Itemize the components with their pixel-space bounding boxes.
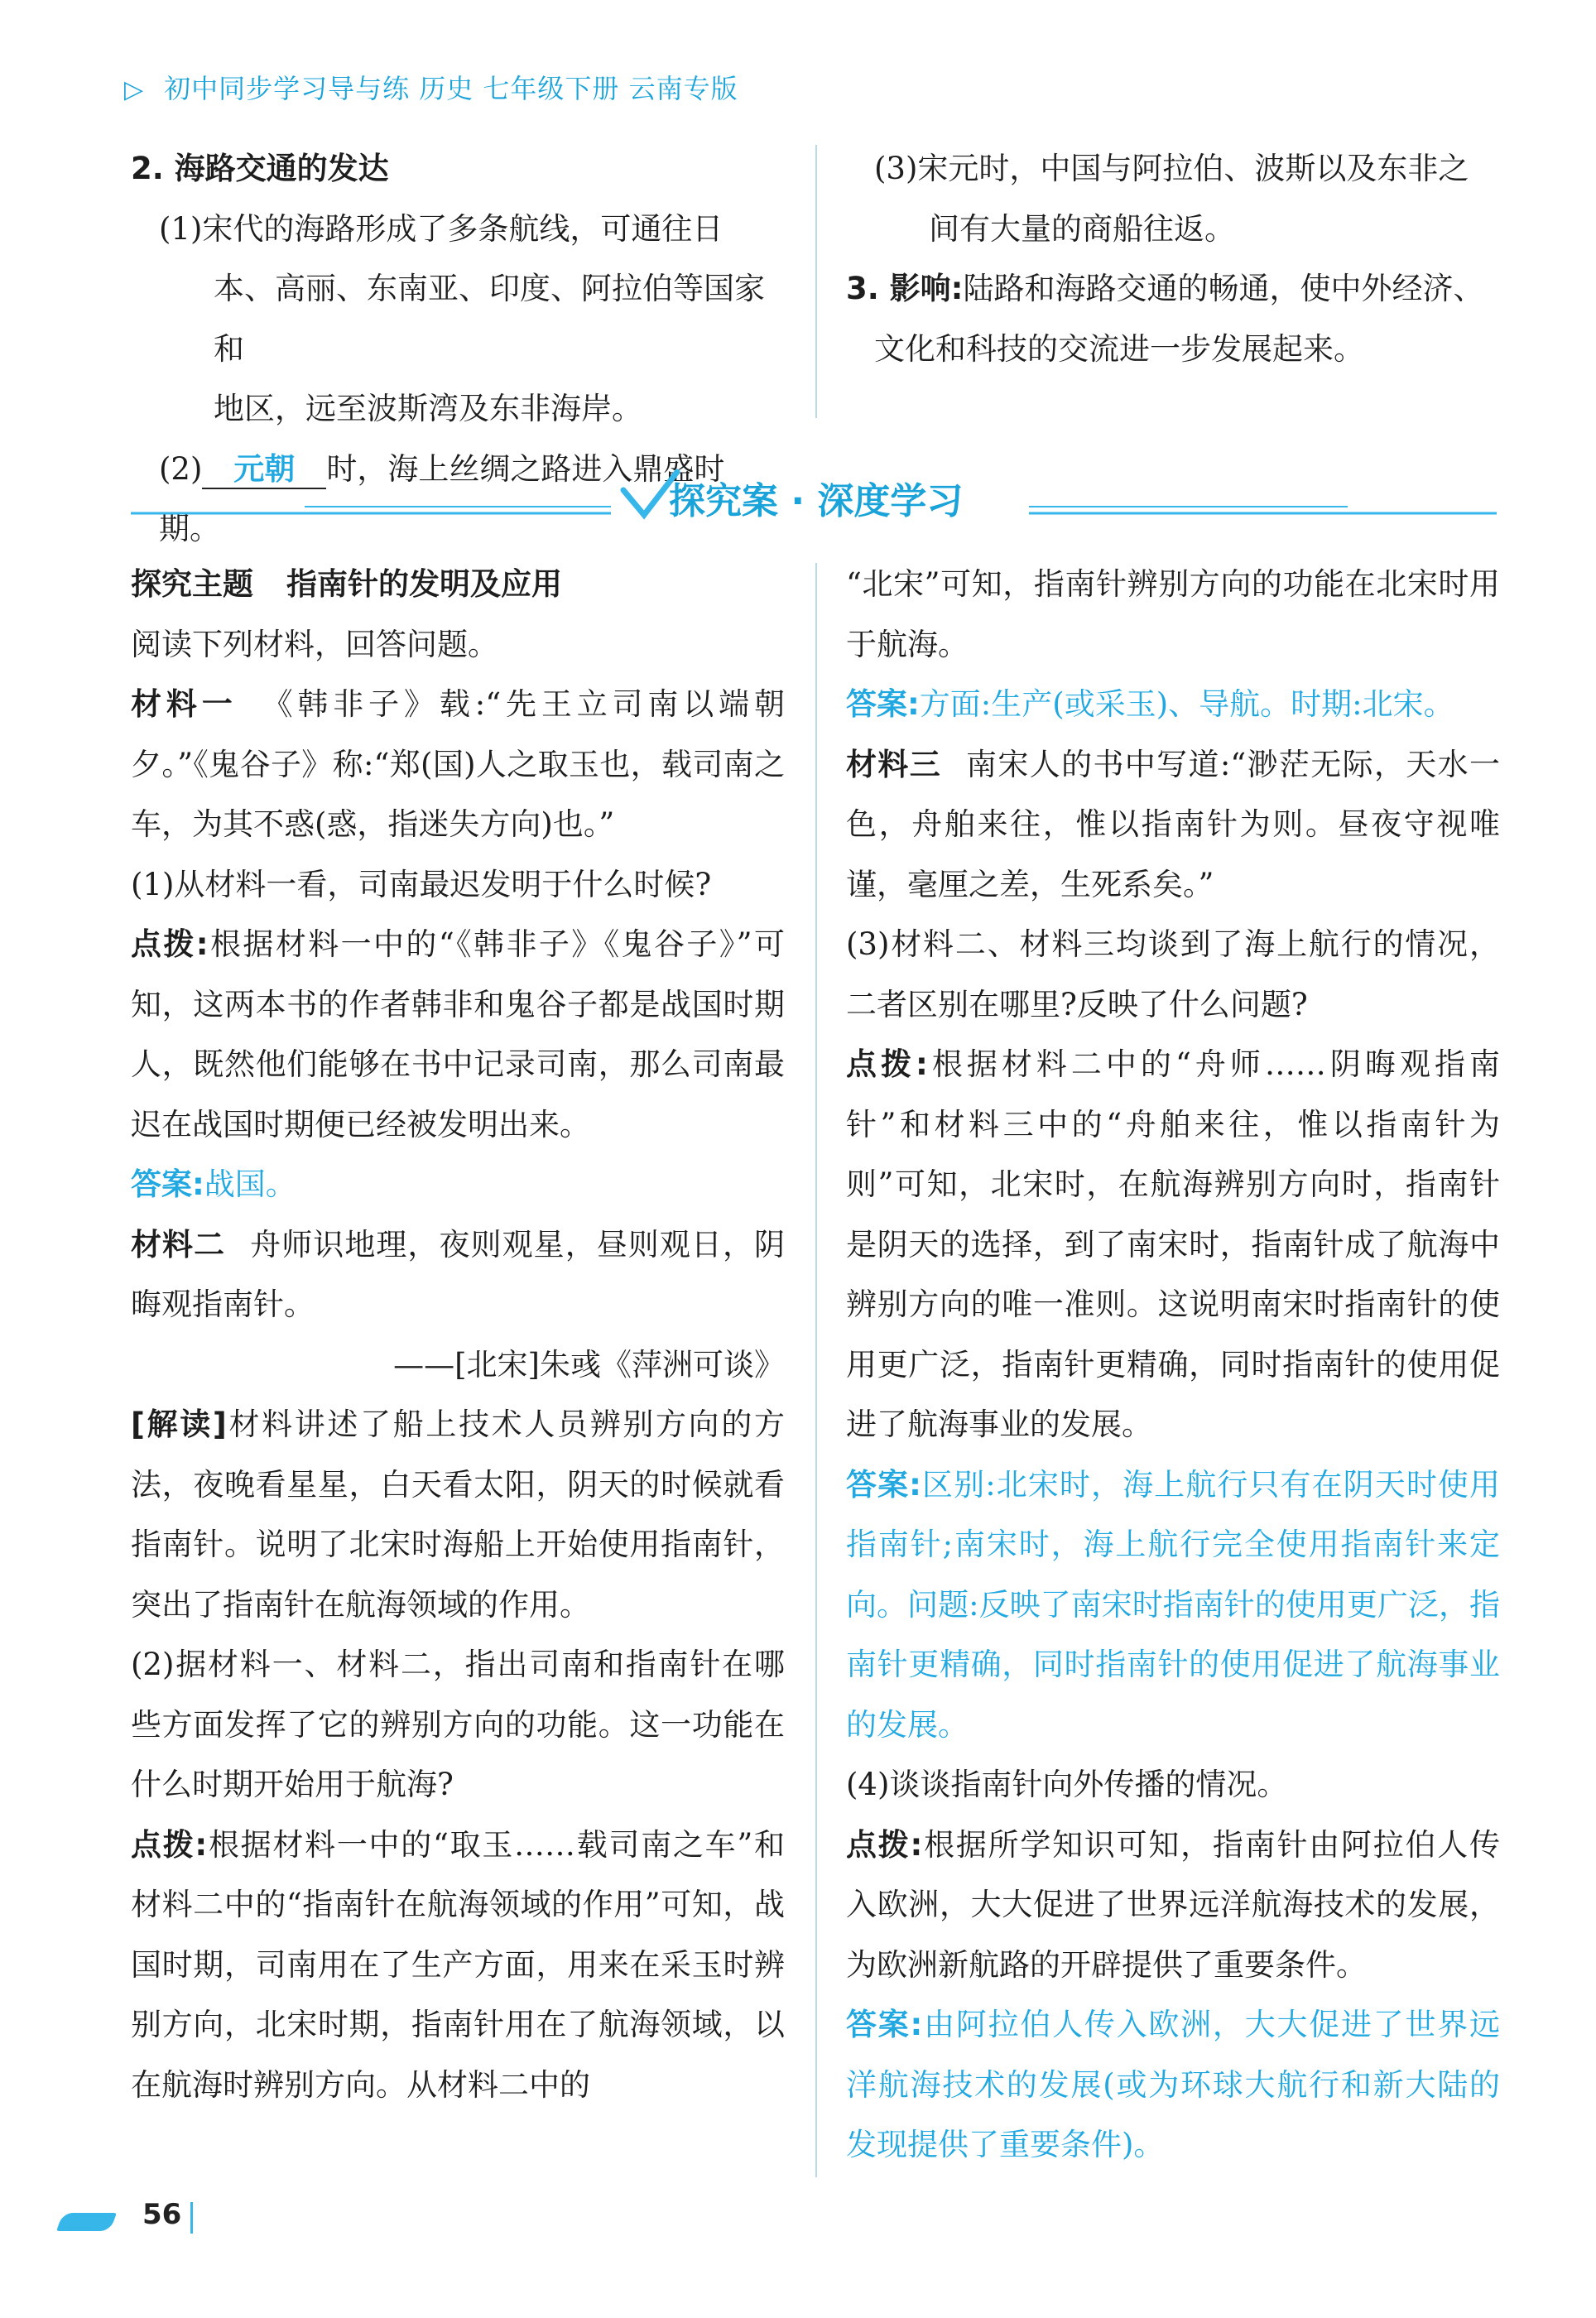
page-number: 56 <box>142 2198 182 2231</box>
interpretation-text: 材料讲述了船上技术人员辨别方向的方法，夜晚看星星，白天看太阳，阴天的时候就看指南针。说明了北宋时海船上开始使用指南针，突出了指南针在航海领域的作用。 <box>131 1407 785 1623</box>
running-header <box>124 68 738 106</box>
heading-sea-routes: 2. 海路交通的发达 <box>131 151 389 186</box>
material-2 <box>131 1215 785 1335</box>
top-right-column <box>846 139 1500 379</box>
para-1-line3: 地区，远至波斯湾及东非海岸。 <box>214 391 642 426</box>
question-2: (2)据材料一、材料二，指出司南和指南针在哪些方面发挥了它的辨别方向的功能。这一功能在什么时期开始用于航海? <box>131 1647 785 1802</box>
material-2-label: 材料二 <box>131 1226 226 1262</box>
impact-label: 3. 影响: <box>846 271 964 306</box>
question-1: (1)从材料一看，司南最迟发明于什么时候? <box>131 866 712 902</box>
column-divider-top <box>815 145 817 418</box>
hint-4-text: 根据所学知识可知，指南针由阿拉伯人传入欧洲，大大促进了世界远洋航海技术的发展，为欧洲新航路的开辟提供了重要条件。 <box>846 1826 1501 1983</box>
topic-label: 探究主题 <box>131 566 253 602</box>
material-1 <box>131 675 785 855</box>
material-3 <box>846 735 1500 916</box>
answer-3-text: 区别:北宋时，海上航行只有在阴天时使用指南针;南宋时，海上航行完全使用指南针来定向。问题:反映了南宋时指南针的使用更广泛，指南针更精确，同时指南针的使用促进了航海事业的发展。 <box>846 1466 1501 1743</box>
hint-2 <box>131 1815 785 2116</box>
hint-2-text: 根据材料一中的“取玉……载司南之车”和材料二中的“指南针在航海领域的作用”可知，战国时期，司南用在了生产方面，用来在采玉时辨别方向，北宋时期，指南针用在了航海领域，以在航海时辨别方向。从材料二中的 <box>131 1826 785 2103</box>
instruction: 阅读下列材料，回答问题。 <box>131 626 498 662</box>
material-3-text: 南宋人的书中写道:“渺茫无际，天水一色，舟舶来往，惟以指南针为则。昼夜守视唯谨，毫厘之差，生死系矣。” <box>846 746 1500 902</box>
hint-4 <box>846 1815 1500 1996</box>
page-number-divider <box>190 2202 193 2234</box>
answer-4-label: 答案: <box>846 2007 923 2042</box>
hint-1 <box>131 915 785 1155</box>
hint-3-text: 根据材料二中的“舟师……阴晦观指南针”和材料三中的“舟舶来往，惟以指南针为则”可知，北宋时，在航海辨别方向时，指南针是阴天的选择，到了南宋时，指南针成了航海中辨别方向的唯一准则。这说明南宋时指南针的使用更广泛，指南针更精确，同时指南针的使用促进了航海事业的发展。 <box>846 1046 1500 1442</box>
hint-2-continued: “北宋”可知，指南针辨别方向的功能在北宋时用于航海。 <box>846 566 1500 662</box>
section-banner-graphic <box>131 464 1497 538</box>
section-banner <box>131 464 1497 538</box>
material-2-text: 舟师识地理，夜则观星，昼则观日，阴晦观指南针。 <box>131 1226 786 1322</box>
answer-1-text: 战国。 <box>204 1166 296 1202</box>
hint-3-label: 点拨: <box>846 1046 928 1082</box>
answer-3 <box>846 1455 1500 1756</box>
topic-line <box>131 555 785 615</box>
left-column <box>131 555 785 2115</box>
answer-2 <box>846 675 1500 735</box>
question-4: (4)谈谈指南针向外传播的情况。 <box>846 1767 1288 1802</box>
material-3-label: 材料三 <box>846 746 942 782</box>
section-title: 探究案 · 深度学习 <box>669 480 964 522</box>
footer-decoration-icon <box>56 2213 117 2231</box>
hint-1-label: 点拨: <box>131 926 209 962</box>
question-3: (3)材料二、材料三均谈到了海上航行的情况，二者区别在哪里?反映了什么问题? <box>846 926 1500 1022</box>
para-3-first: (3)宋元时，中国与阿拉伯、波斯以及东非之 <box>874 151 1469 186</box>
para-2-suffix: 时，海上丝绸之路进入鼎盛时期。 <box>159 450 725 546</box>
impact-text: 陆路和海路交通的畅通，使中外经济、 <box>963 271 1484 306</box>
impact-rest: 文化和科技的交流进一步发展起来。 <box>874 330 1364 367</box>
answer-1-label: 答案: <box>131 1166 204 1202</box>
answer-4-text: 由阿拉伯人传入欧洲，大大促进了世界远洋航海技术的发展(或为环球大航行和新大陆的发现提供了重要条件)。 <box>846 2007 1501 2162</box>
column-divider-main <box>815 563 817 2177</box>
answer-2-label: 答案: <box>846 686 920 722</box>
para-3-rest: 间有大量的商船往返。 <box>929 210 1235 247</box>
topic-title: 指南针的发明及应用 <box>286 566 562 602</box>
hint-1-text: 根据材料一中的“《韩非子》《鬼谷子》”可知，这两本书的作者韩非和鬼谷子都是战国时期人，既然他们能够在书中记录司南，那么司南最迟在战国时期便已经被发明出来。 <box>131 926 785 1142</box>
answer-4 <box>846 1995 1500 2176</box>
answer-2-text: 方面:生产(或采玉)、导航。时期:北宋。 <box>919 686 1454 722</box>
impact-line <box>846 259 1500 320</box>
hint-3 <box>846 1035 1500 1455</box>
para-1-line2: 本、高丽、东南亚、印度、阿拉伯等国家和 <box>214 271 765 367</box>
interpretation-label: [解读] <box>131 1407 227 1442</box>
fill-blank-answer: 元朝 <box>202 451 326 489</box>
answer-3-label: 答案: <box>846 1466 921 1503</box>
material-1-label: 材料一 <box>131 686 238 722</box>
hint-2-label: 点拨: <box>131 1826 208 1863</box>
right-column <box>846 555 1500 2176</box>
answer-1 <box>131 1155 785 1215</box>
material-1-text: 《韩非子》载:“先王立司南以端朝夕。”《鬼谷子》称:“郑(国)人之取玉也，载司南之车，为其不惑(惑，指迷失方向)也。” <box>131 686 785 842</box>
triangle-icon: ▷ <box>124 75 145 104</box>
interpretation <box>131 1395 785 1635</box>
para-1-first: (1)宋代的海路形成了多条航线，可通往日 <box>159 210 723 247</box>
para-2-prefix: (2) <box>159 450 203 487</box>
header-text: 初中同步学习导与练 历史 七年级下册 云南专版 <box>164 73 738 104</box>
hint-4-label: 点拨: <box>846 1826 923 1863</box>
material-2-source: ——[北宋]朱彧《萍洲可谈》 <box>393 1346 785 1383</box>
